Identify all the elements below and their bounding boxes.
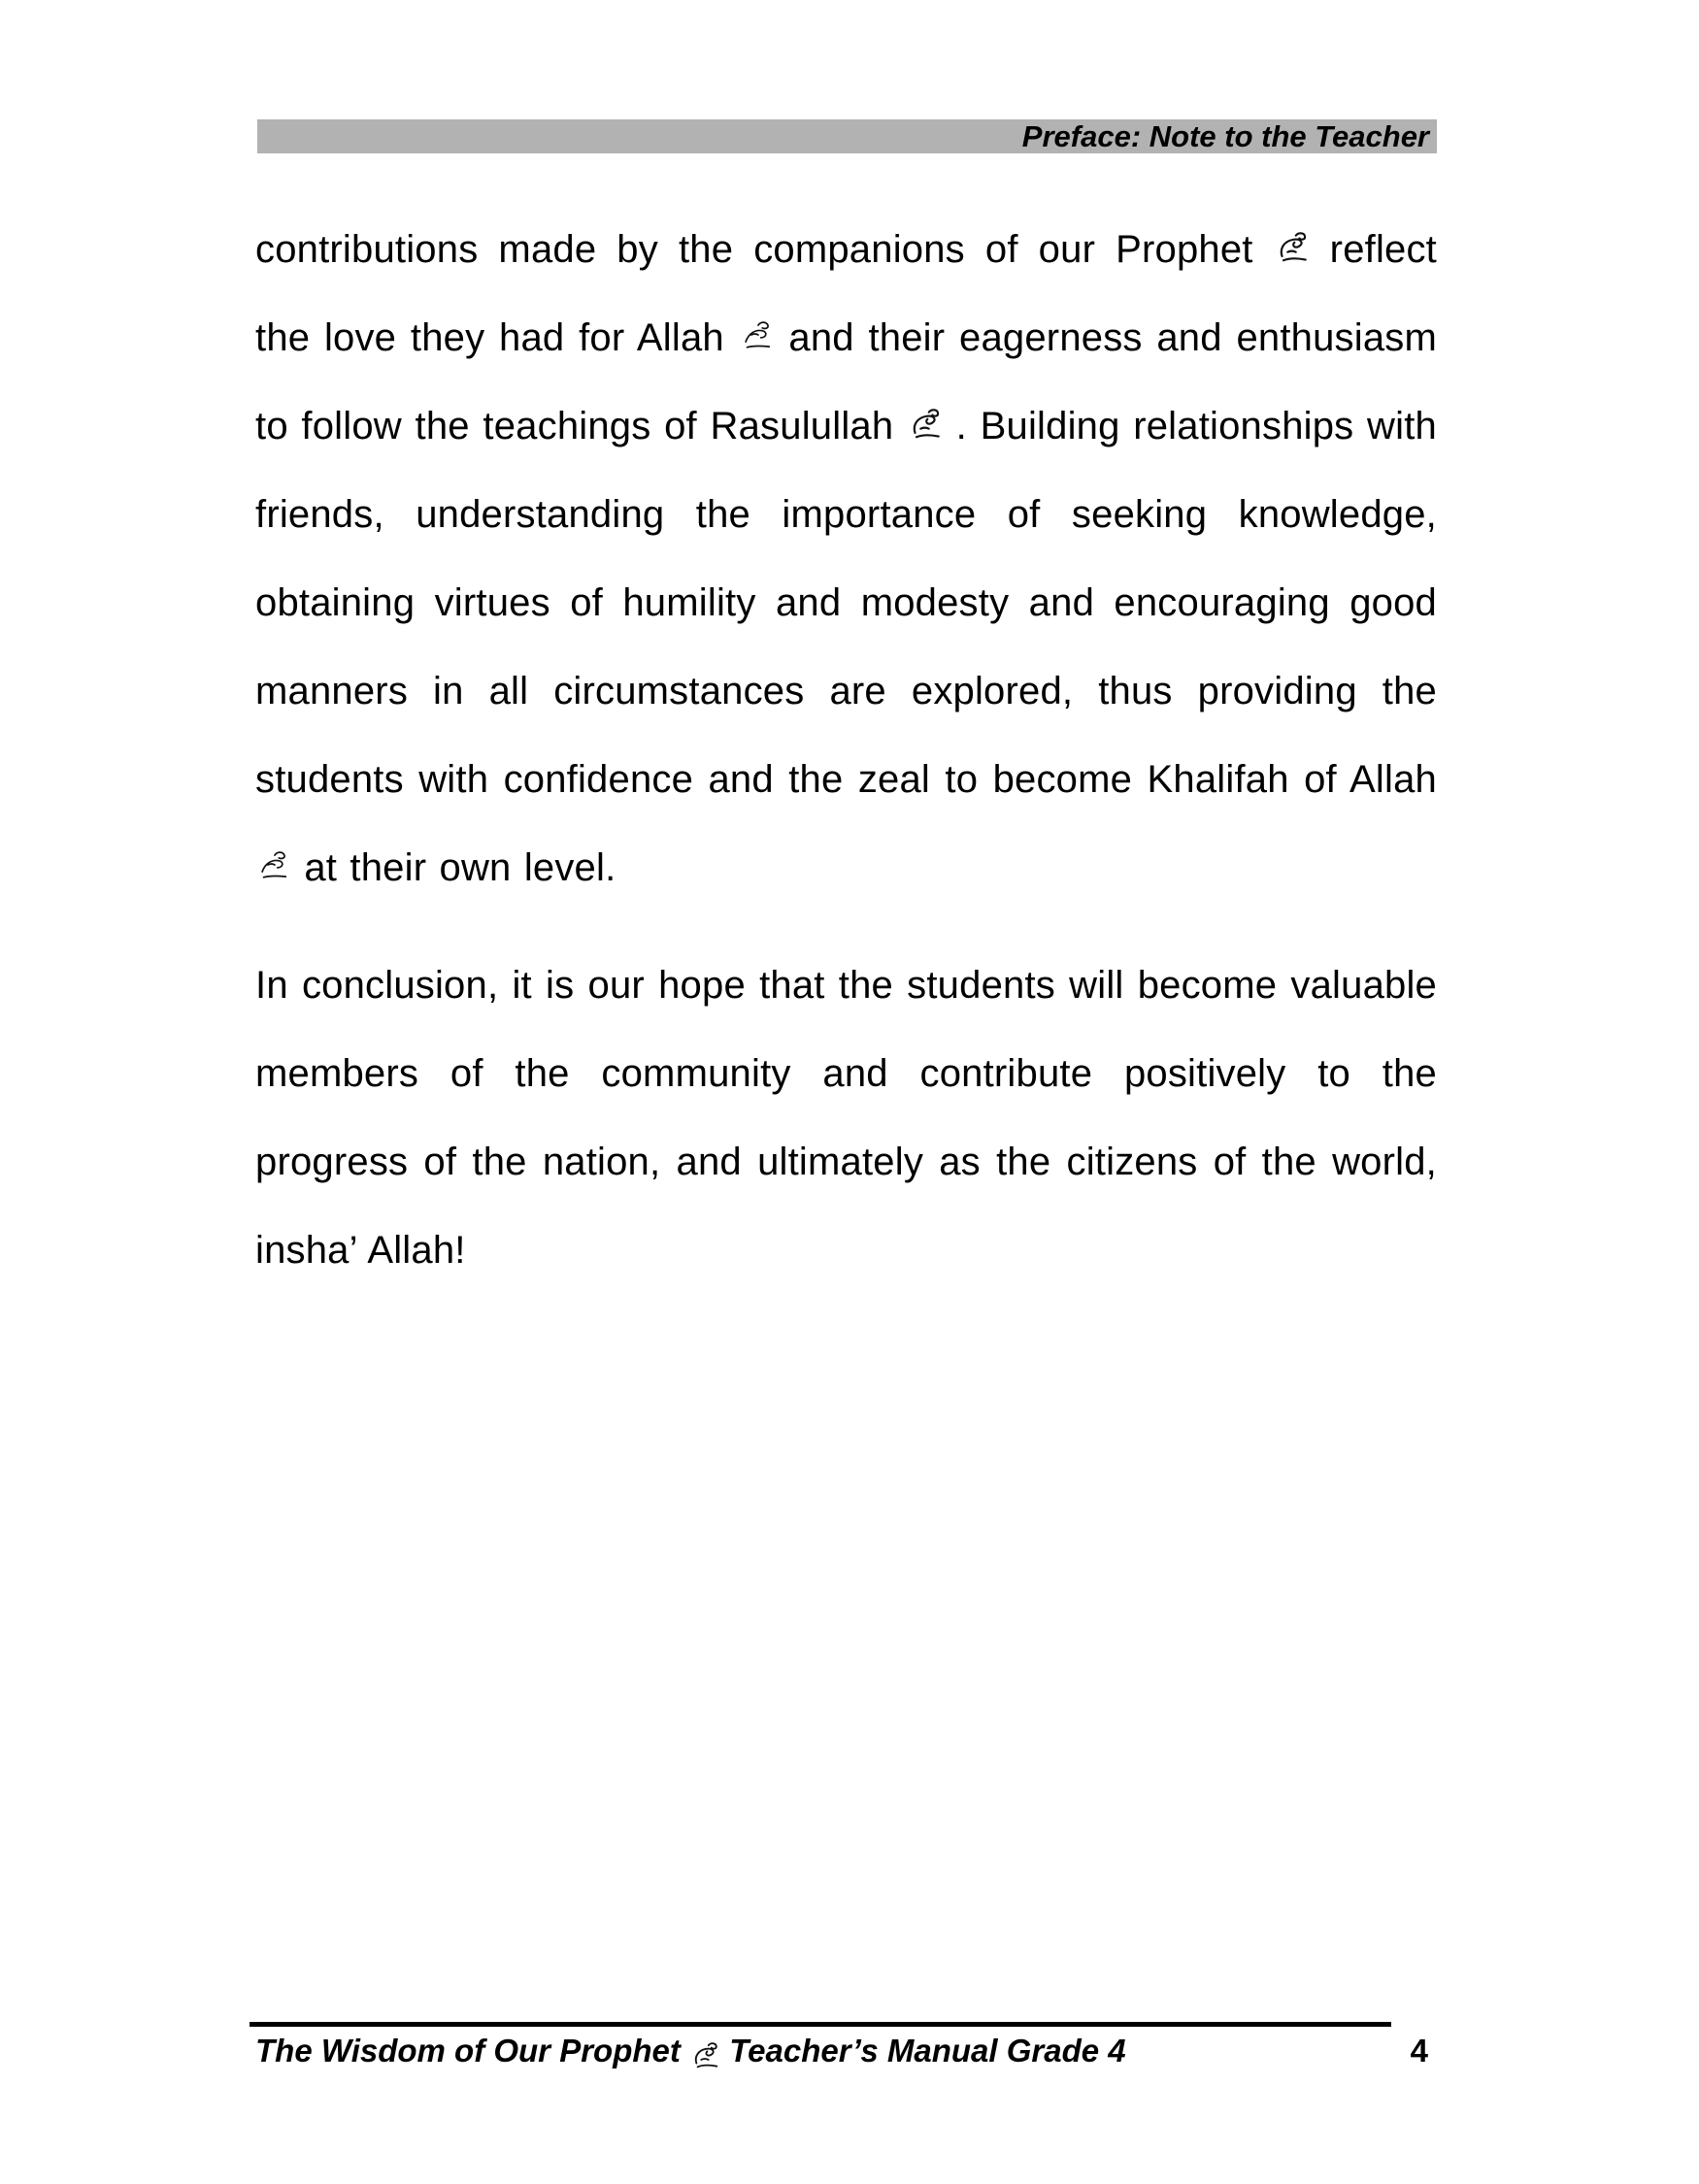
paragraph-1: contributions made by the companions of our Prophet reflect the love they had for Allah and their eagerness and enthusiasm to follow the teachings of Rasulullah . Building relationships with friends, understanding the importance of seeking knowledge, obtaining virtues of humility and modesty and encouraging good manners in all circumstances are explored, thus providing the students with confidence and the zeal to become Khalifah of Allah at their own level. <box>255 228 1437 889</box>
saw-honorific-icon <box>689 2038 720 2071</box>
page-number: 4 <box>1410 2033 1428 2068</box>
swt-honorific-icon <box>739 315 775 354</box>
swt-honorific-icon <box>255 845 291 884</box>
page-header-bar <box>257 119 1437 153</box>
saw-honorific-icon <box>1274 227 1310 266</box>
page-footer <box>255 2033 1432 2071</box>
header-title: Preface: Note to the Teacher <box>1021 119 1429 153</box>
footer-divider <box>250 2022 1391 2027</box>
footer-book-title: The Wisdom of Our Prophet Teacher’s Manual Grade 4 <box>255 2033 1126 2071</box>
paragraph-2: In conclusion, it is our hope that the students will become valuable members of the community and contribute positively to the progress of the nation, and ultimately as the citizens of the world, insha’ Allah! <box>255 964 1437 1272</box>
page-body <box>255 206 1437 1324</box>
saw-honorific-icon <box>907 404 943 443</box>
